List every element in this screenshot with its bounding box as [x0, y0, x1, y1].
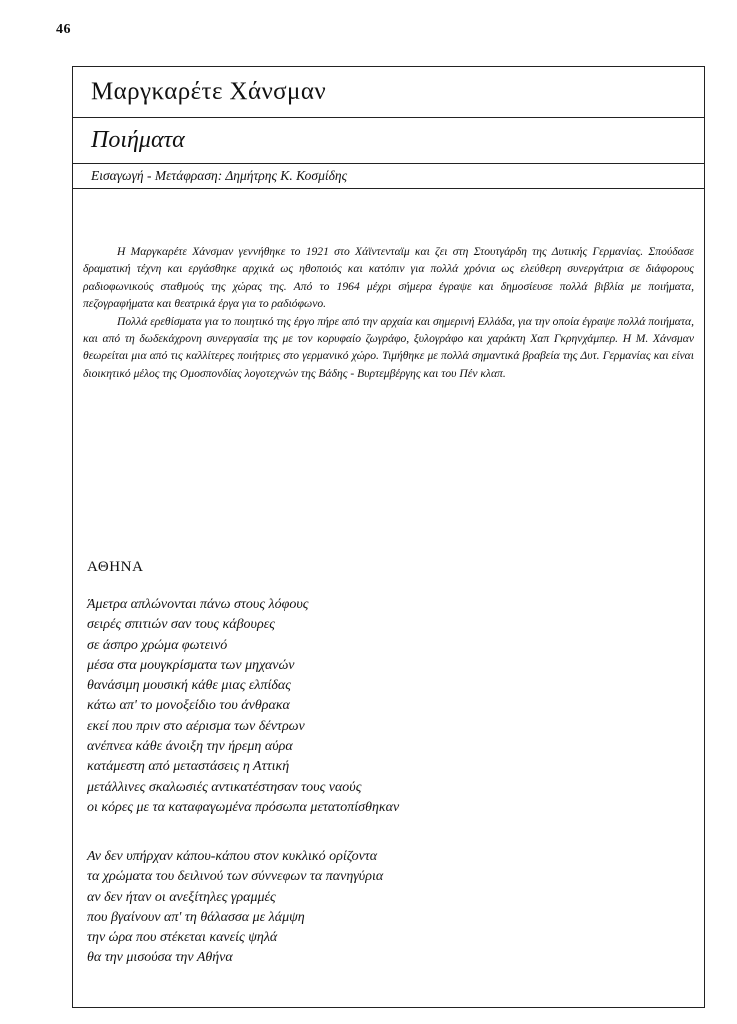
poem-line: θα την μισούσα την Αθήνα [87, 950, 233, 966]
poem-line: μέσα στα μουγκρίσματα των μηχανών [87, 657, 295, 673]
translator-credit: Εισαγωγή - Μετάφραση: Δημήτρης Κ. Κοσμίδης [91, 168, 348, 183]
poem-title: ΑΘΗΝΑ [87, 559, 144, 575]
introduction [83, 243, 694, 382]
section-title: Ποιήματα [91, 127, 185, 153]
poem-stanza [87, 595, 399, 818]
poem-line: την ώρα που στέκεται κανείς ψηλά [87, 930, 278, 946]
poem-line: εκεί που πριν στο αέρισμα των δέντρων [87, 718, 305, 734]
credit-row [73, 164, 704, 189]
poem-line: ανέπνεα κάθε άνοιξη την ήρεμη αύρα [87, 739, 293, 755]
poem-line: που βγαίνουν απ' τη θάλασσα με λάμψη [87, 909, 305, 925]
poem-line: αν δεν ήταν οι ανεξίτηλες γραμμές [87, 889, 276, 905]
poem-line: σε άσπρο χρώμα φωτεινό [87, 637, 228, 653]
poem-line: τα χρώματα του δειλινού των σύννεφων τα πανηγύρια [87, 869, 384, 885]
poem-line: Αν δεν υπήρχαν κάπου-κάπου στον κυκλικό ορίζοντα [87, 849, 378, 864]
intro-paragraph: Πολλά ερεθίσματα για το ποιητικό της έργο πήρε από την αρχαία και σημερινή Ελλάδα, για την οποία έγραψε πολλά ποιήματα, και από τη δωδεκάχρονη συνεργασία της με τον κορυφαίο ζωγράφο, ξυλογράφο και χαράκτη Χαπ Γκρηνχάμπερ. Η Μ. Χάνσμαν θεωρείται μια από τις καλλίτερες ποιήτριες στο γερμανικό χώρο. Τιμήθηκε με πολλά σημαντικά βραβεία της Δυτ. Γερμανίας και είναι διοικητικό μέλος της Ομοσπονδίας λογοτεχνών της Βάδης - Βυρτεμβέργης και του Πέν κλαπ. [83, 314, 694, 380]
author-name: Μαργκαρέτε Χάνσμαν [91, 78, 327, 105]
page-number: 46 [56, 22, 71, 37]
intro-paragraph: Η Μαργκαρέτε Χάνσμαν γεννήθηκε το 1921 στο Χάϊντενταϊμ και ζει στη Στουτγάρδη της Δυτικής Γερμανίας. Σπούδασε δραματική τέχνη και εργάσθηκε αρχικά ως ηθοποιός και κατόπιν για πολλά χρόνια ως ελεύθερη συνεργάτρια σε διάφορους ραδιοφωνικούς σταθμούς της χώρας της. Από το 1964 μέχρι σήμερα έγραψε και δημοσίευσε πολλά βιβλία με ποιήματα, πεζογραφήματα και θεατρικά έργα για το ραδιόφωνο. [83, 245, 694, 311]
poem-line: οι κόρες με τα καταφαγωμένα πρόσωπα μετατοπίσθηκαν [87, 799, 400, 815]
poem-line: κάτω απ' το μονοξείδιο του άνθρακα [87, 698, 290, 714]
article-frame [72, 66, 705, 1008]
poem-line: θανάσιμη μουσική κάθε μιας ελπίδας [87, 678, 291, 694]
poem-line: κατάμεστη από μεταστάσεις η Αττική [87, 759, 290, 775]
poem-stanza [87, 847, 383, 969]
poem-line: Άμετρα απλώνονται πάνω στους λόφους [87, 597, 309, 612]
poem-line: μετάλλινες σκαλωσιές αντικατέστησαν τους ναούς [87, 779, 362, 795]
title-row [73, 118, 704, 164]
author-row [73, 67, 704, 118]
poem-line: σειρές σπιτιών σαν τους κάβουρες [87, 617, 275, 633]
